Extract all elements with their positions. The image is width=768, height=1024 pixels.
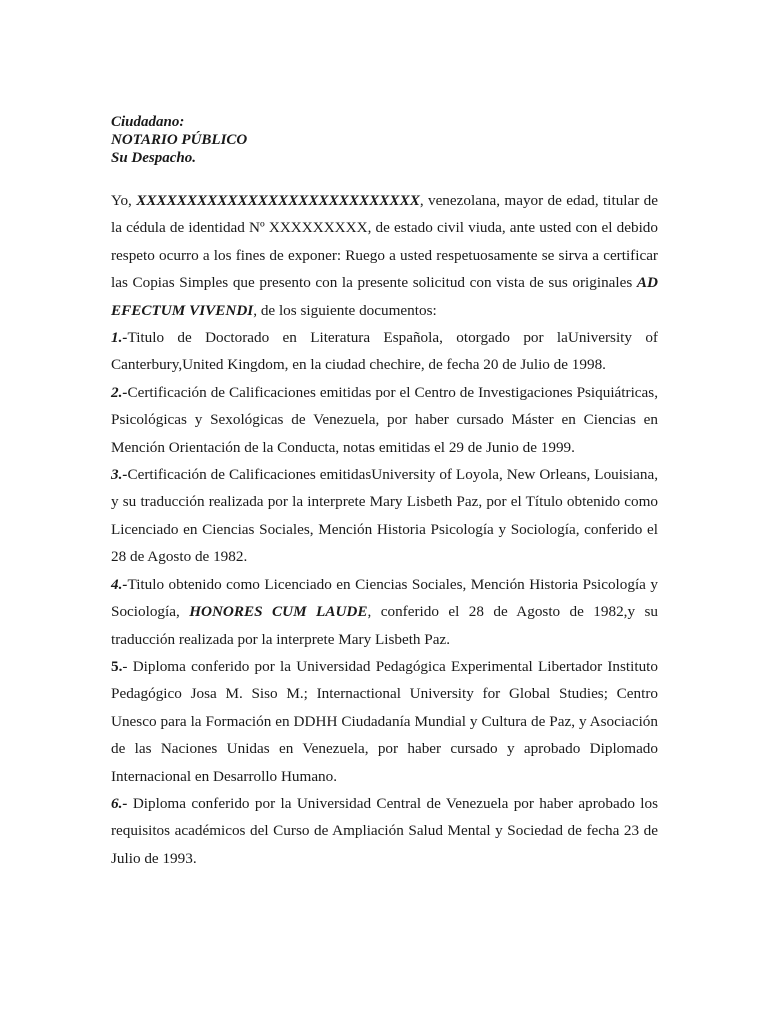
document-item-2 <box>111 379 658 461</box>
addressee-line-3: Su Despacho. <box>111 150 197 166</box>
document-item-4 <box>111 571 658 653</box>
item-text: Titulo de Doctorado en Literatura Española, otorgado por laUniversity of Canterbury,United Kingdom, en la ciudad chechire, de fecha 20 de Julio de 1998. <box>111 329 658 374</box>
addressee-line-1: Ciudadano: <box>111 114 185 130</box>
item-text: - Diploma conferido por la Universidad Pedagógica Experimental Libertador Instituto Pedagógico Josa M. Siso M.; Internactional University for Global Studies; Centro Unesco para la Formación en DDHH Ciudadanía Mundial y Cultura de Paz, y Asociación de las Naciones Unidas en Venezuela, por haber cursado y aprobado Diplomado Internacional en Desarrollo Humano. <box>111 657 658 785</box>
item-number: 1.- <box>111 329 128 347</box>
item-number: 5. <box>111 657 123 675</box>
item-text: Certificación de Calificaciones emitidas por el Centro de Investigaciones Psiquiátricas, Psicológicas y Sexológicas de Venezuela, por haber cursado Máster en Ciencias en Mención Orientación de la Conducta, notas emitidas el 29 de Junio de 1999. <box>111 383 658 456</box>
document-item-6 <box>111 790 658 872</box>
document-page <box>111 113 658 872</box>
intro-text-3: , de los siguiente documentos: <box>253 301 437 319</box>
applicant-name: XXXXXXXXXXXXXXXXXXXXXXXXXXXX <box>136 192 420 209</box>
addressee-line-2: NOTARIO PÚBLICO <box>111 132 248 148</box>
item-number: 3.- <box>111 466 128 484</box>
item-number: 2.- <box>111 383 128 401</box>
addressee-block <box>111 113 658 167</box>
intro-text-1: Yo, <box>111 192 137 209</box>
item-number: 4.- <box>111 575 128 593</box>
item-emphasis: HONORES CUM LAUDE <box>189 603 368 621</box>
document-item-5 <box>111 653 658 790</box>
document-item-3 <box>111 461 658 571</box>
item-number: 6.- <box>111 794 128 812</box>
document-item-1 <box>111 324 658 379</box>
intro-text-2: , venezolana, mayor de edad, titular de la cédula de identidad Nº XXXXXXXXX, de estado civil viuda, ante usted con el debido respeto ocurro a los fines de exponer: Ruego a usted respetuosamente se sirva a certificar las Copias Simples que presento con la presente solicitud con vista de sus originales <box>111 192 658 292</box>
document-body <box>111 187 658 872</box>
item-text-cont: , conferido el 28 de Agosto de 1982,y su traducción realizada por la interprete Mary Lisbeth Paz. <box>111 603 658 648</box>
item-text: Certificación de Calificaciones emitidasUniversity of Loyola, New Orleans, Louisiana, y su traducción realizada por la interprete Mary Lisbeth Paz, por el Título obtenido como Licenciado en Ciencias Sociales, Mención Historia Psicología y Sociología, conferido el 28 de Agosto de 1982. <box>111 466 658 566</box>
intro-paragraph <box>111 187 658 324</box>
item-text: Diploma conferido por la Universidad Central de Venezuela por haber aprobado los requisitos académicos del Curso de Ampliación Salud Mental y Sociedad de fecha 23 de Julio de 1993. <box>111 794 658 867</box>
intro-emphasis: AD EFECTUM VIVENDI <box>111 274 658 319</box>
item-text: Titulo obtenido como Licenciado en Ciencias Sociales, Mención Historia Psicología y Sociología, <box>111 575 658 621</box>
